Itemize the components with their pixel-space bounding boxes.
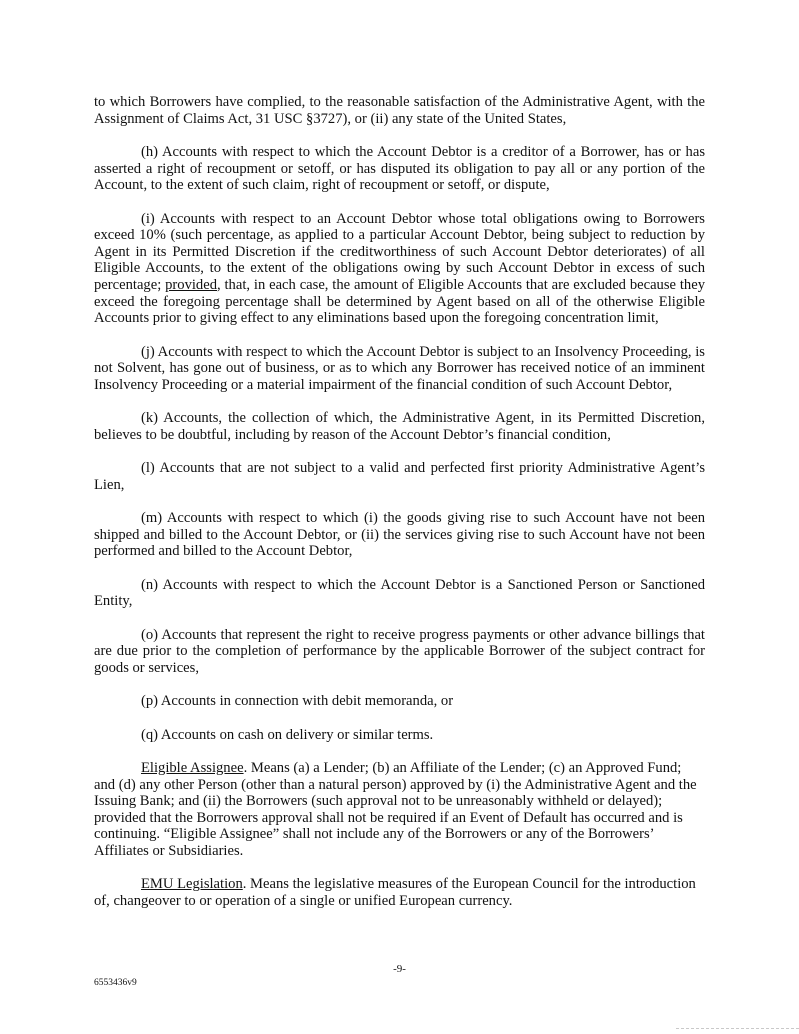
- document-id: 6553436v9: [94, 978, 137, 988]
- definition-emu-legislation: [94, 876, 705, 909]
- clause-o: (o) Accounts that represent the right to receive progress payments or other advance billings that are due prior to the completion of performance by the applicable Borrower of the subject contract for goods or services,: [94, 626, 705, 676]
- clause-m: (m) Accounts with respect to which (i) the goods giving rise to such Account have not been shipped and billed to the Account Debtor, or (ii) the services giving rise to such Account have not been performed and billed to the Account Debtor,: [94, 510, 705, 560]
- clause-j: (j) Accounts with respect to which the Account Debtor is subject to an Insolvency Proceeding, is not Solvent, has gone out of business, or as to which any Borrower has received notice of an imminent Insolvency Proceeding or a material impairment of the financial condition of such Account Debtor,: [94, 343, 705, 393]
- definition-eligible-assignee: [94, 760, 705, 860]
- clause-i-provided-term: provided: [165, 276, 217, 293]
- definition-term-eligible-assignee: Eligible Assignee: [141, 759, 244, 776]
- clause-l: (l) Accounts that are not subject to a valid and perfected first priority Administrative Agent’s Lien,: [94, 460, 705, 493]
- document-body: [94, 94, 705, 926]
- clause-i: [94, 211, 705, 327]
- definition-body-eligible-assignee: . Means (a) a Lender; (b) an Affiliate of the Lender; (c) an Approved Fund; and (d) any other Person (other than a natural person) approved by (i) the Administrative Agent and the Issuing Bank; and (ii) the Borrowers (such approval not to be unreasonably withheld or delayed); provided that the Borrowers approval shall not be required if an Event of Default has occurred and is continuing. “Eligible Assignee” shall not include any of the Borrowers or any of the Borrowers’ Affiliates or Subsidiaries.: [94, 759, 697, 859]
- clause-i-text-after: , that, in each case, the amount of Eligible Accounts that are excluded because they exceed the foregoing percentage shall be determined by Agent based on all of the otherwise Eligible Accounts prior to giving effect to any eliminations based upon the foregoing concentration limit,: [94, 276, 705, 327]
- page-number: -9-: [393, 963, 406, 975]
- clause-h: (h) Accounts with respect to which the Account Debtor is a creditor of a Borrower, has or has asserted a right of recoupment or setoff, or has disputed its obligation to pay all or any portion of the Account, to the extent of such claim, right of recoupment or setoff, or dispute,: [94, 143, 705, 194]
- clause-n: (n) Accounts with respect to which the Account Debtor is a Sanctioned Person or Sanctioned Entity,: [94, 576, 705, 610]
- clause-i-text-before: (i) Accounts with respect to an Account Debtor whose total obligations owing to Borrowers exceed 10% (such percentage, as applied to a particular Account Debtor, being subject to reduction by Agent in its Permitted Discretion if the creditworthiness of such Account Debtor deteriorates) of all Eligible Accounts, to the extent of the obligations owing by such Account Debtor in excess of such percentage;: [94, 210, 705, 293]
- page-edge-divider: [676, 1028, 799, 1029]
- definition-body-emu-legislation: . Means the legislative measures of the European Council for the introduction of, changeover to or operation of a single or unified European currency.: [94, 876, 696, 909]
- clause-q: (q) Accounts on cash on delivery or similar terms.: [141, 726, 434, 743]
- clause-k: (k) Accounts, the collection of which, the Administrative Agent, in its Permitted Discretion, believes to be doubtful, including by reason of the Account Debtor’s financial condition,: [94, 410, 705, 443]
- clause-p: (p) Accounts in connection with debit memoranda, or: [141, 693, 454, 710]
- paragraph-continuation: to which Borrowers have complied, to the reasonable satisfaction of the Administrative Agent, with the Assignment of Claims Act, 31 USC §3727), or (ii) any state of the United States,: [94, 94, 705, 127]
- definition-term-emu-legislation: EMU Legislation: [141, 876, 243, 893]
